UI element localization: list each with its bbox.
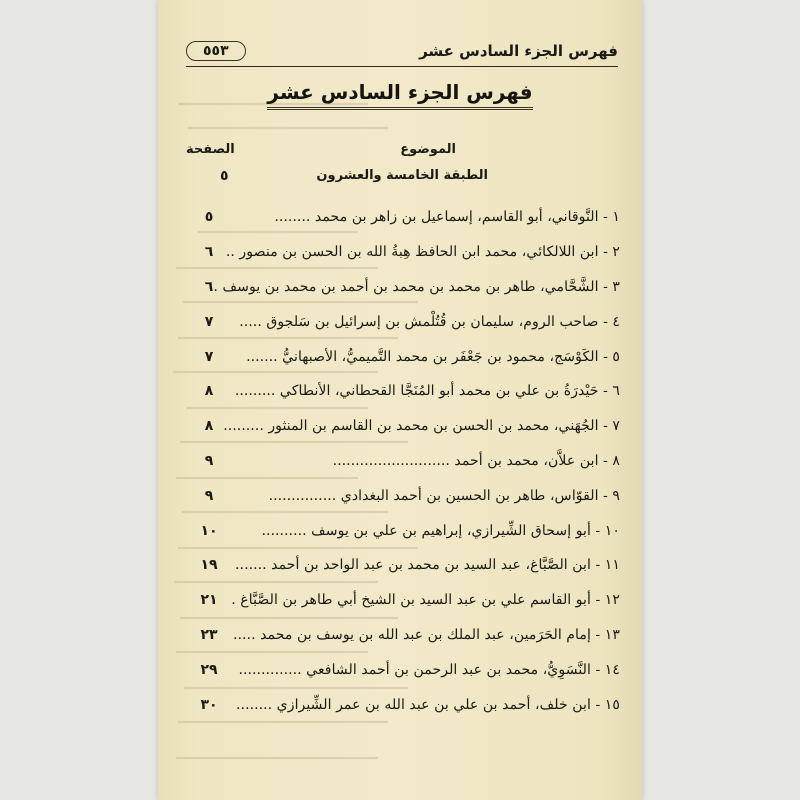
page-title xyxy=(158,80,642,110)
entry-title: ٧ - الجُهَني، محمد بن الحسن بن محمد بن القاسم بن المنثور ......... xyxy=(223,418,620,435)
entry-page-number: ٢١ xyxy=(200,592,218,609)
entry-page-number: ٩ xyxy=(204,452,214,469)
contents-entry xyxy=(186,618,620,653)
entry-title: ٩ - القوّاس، طاهر بن الحسين بن أحمد البغدادي ............... xyxy=(268,487,620,504)
book-page xyxy=(158,0,642,800)
entry-page-number: ٩ xyxy=(204,487,214,504)
entry-page-number: ٢٣ xyxy=(200,626,218,643)
entry-title: ١١ - ابن الصَّبَّاغ، عبد السيد بن محمد بن عبد الواحد بن أحمد ....... xyxy=(235,557,620,574)
entry-title: ٢ - ابن اللالكائي، محمد ابن الحافظ هِبةُ الله بن الحسن بن منصور .. xyxy=(225,244,620,261)
entry-page-number: ٧ xyxy=(204,313,214,330)
entry-page-number: ١٠ xyxy=(200,522,218,539)
entry-title: ٤ - صاحب الروم، سليمان بن قُتُلْمش بن إسرائيل بن سَلجوق ..... xyxy=(239,313,620,330)
entry-title: ٦ - حَيْدرَةُ بن علي بن محمد أبو المُنَجَّا القحطاني، الأنطاكي ......... xyxy=(234,383,620,400)
entry-title: ١٥ - ابن خلف، أحمد بن علي بن عبد الله بن عمر الشِّيرازي ........ xyxy=(236,696,620,713)
entry-page-number: ٨ xyxy=(204,418,214,435)
contents-entry xyxy=(186,687,620,722)
entry-page-number: ١٩ xyxy=(200,557,218,574)
entry-title: ١٤ - النَّسَوِيُّ، محمد بن عبد الرحمن بن أحمد الشافعي .............. xyxy=(238,661,620,678)
entry-title: ١٣ - إمام الحَرَمين، عبد الملك بن عبد الله بن يوسف بن محمد ..... xyxy=(233,626,620,643)
contents-entry xyxy=(186,478,620,513)
contents-entry xyxy=(186,374,620,409)
contents-entry xyxy=(186,444,620,479)
contents-entry xyxy=(186,548,620,583)
contents-entry xyxy=(186,200,620,235)
entry-page-number: ٣٠ xyxy=(200,696,218,713)
column-headers xyxy=(186,142,618,162)
header-rule xyxy=(186,66,618,67)
entry-title: ١٠ - أبو إسحاق الشِّيرازي، إبراهيم بن علي بن يوسف .......... xyxy=(261,522,620,539)
section-page-number: ٥ xyxy=(220,168,229,184)
contents-entry xyxy=(186,304,620,339)
entry-page-number: ٦ xyxy=(204,244,214,261)
contents-entry xyxy=(186,583,620,618)
entry-title: ١ - النَّوقاني، أبو القاسم، إسماعيل بن زاهر بن محمد ........ xyxy=(274,209,620,226)
entry-page-number: ٨ xyxy=(204,383,214,400)
entry-title: ١٢ - أبو القاسم علي بن عبد السيد بن الشيخ أبي طاهر بن الصَّبَّاغ . xyxy=(231,592,620,609)
section-heading-row xyxy=(186,168,618,190)
section-heading: الطبقة الخامسة والعشرون xyxy=(316,168,488,183)
contents-list xyxy=(186,200,620,722)
entry-title: ٥ - الكَوْسَج، محمود بن جَعْفَر بن محمد التَّميميُّ، الأصبهانيُّ ....... xyxy=(246,348,620,365)
entry-title: ٣ - الشَّحَّامي، طاهر بن محمد بن محمد بن أحمد بن محمد بن يوسف . xyxy=(213,278,620,295)
entry-page-number: ٢٩ xyxy=(200,661,218,678)
entry-page-number: ٧ xyxy=(204,348,214,365)
entry-page-number: ٦ xyxy=(204,278,214,295)
page-title-text: فهرس الجزء السادس عشر xyxy=(267,80,532,110)
entry-title: ٨ - ابن علاَّن، محمد بن أحمد .......................... xyxy=(332,452,620,469)
contents-entry xyxy=(186,409,620,444)
contents-entry xyxy=(186,513,620,548)
contents-entry xyxy=(186,652,620,687)
contents-entry xyxy=(186,339,620,374)
page-number: ٥٥٣ xyxy=(186,41,246,61)
contents-entry xyxy=(186,270,620,305)
running-head xyxy=(186,38,618,64)
page-column-header: الصفحة xyxy=(186,142,235,157)
running-head-title: فهرس الجزء السادس عشر xyxy=(419,42,618,60)
contents-entry xyxy=(186,235,620,270)
entry-page-number: ٥ xyxy=(204,209,214,226)
topic-column-header: الموضوع xyxy=(400,142,456,157)
